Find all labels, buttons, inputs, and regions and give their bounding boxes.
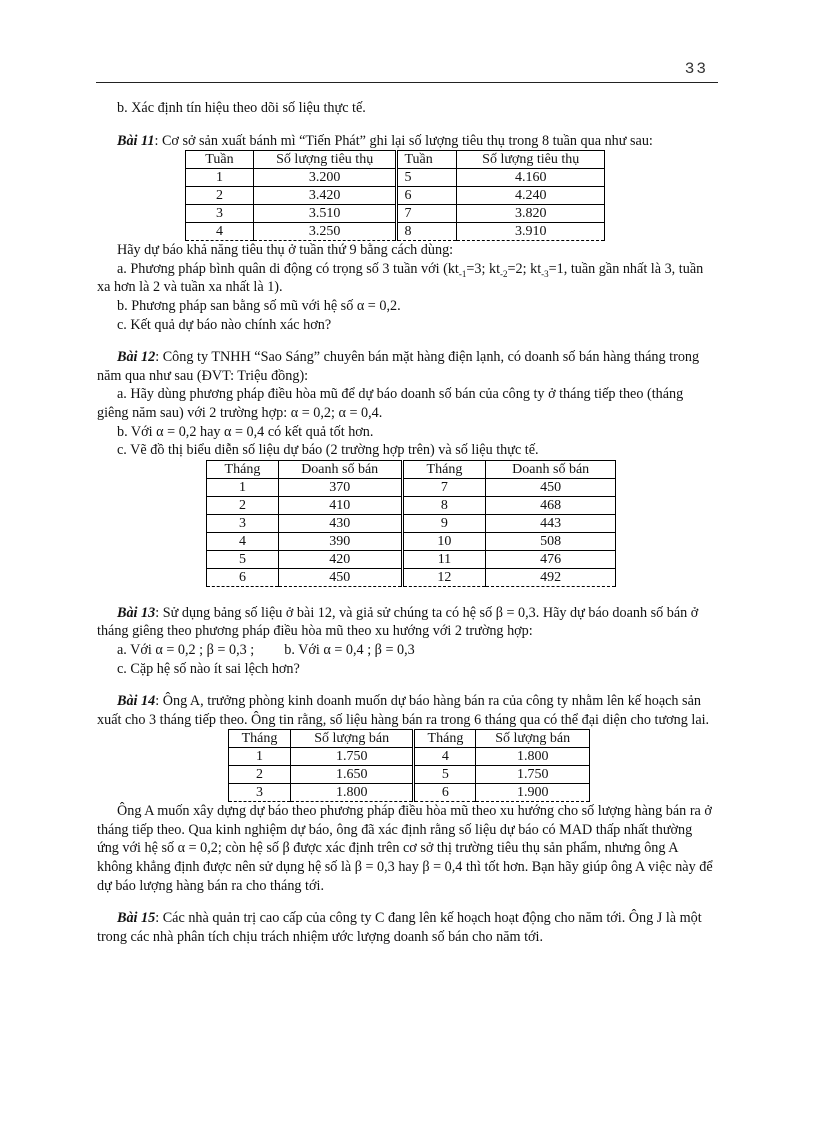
table-header-row	[186, 151, 605, 169]
table-cell: 1.750	[290, 748, 414, 766]
table-cell: 3	[186, 205, 254, 223]
page-number: 33	[684, 60, 708, 78]
table-header: Tháng	[402, 460, 486, 478]
table-cell: 3.200	[253, 169, 397, 187]
table-cell: 6	[397, 187, 457, 205]
bai13-item-ab: a. Với α = 0,2 ; β = 0,3 ; b. Với α = 0,4 ; β = 0,3	[117, 641, 415, 658]
table-row	[229, 748, 590, 766]
table-cell: 12	[402, 568, 486, 586]
bai12-item-a: a. Hãy dùng phương pháp điều hòa mũ để dự báo doanh số bán của công ty ở tháng tiếp theo (tháng giêng năm sau) với 2 trường hợp: α = 0,2; α = 0,4.	[97, 386, 684, 421]
header-rule	[96, 82, 718, 83]
table-header: Số lượng tiêu thụ	[253, 151, 397, 169]
table-row	[207, 568, 616, 586]
table-cell: 3.420	[253, 187, 397, 205]
bai14-body: Ông A muốn xây dựng dự báo theo phương pháp điều hòa mũ theo xu hướng cho số lượng hàng bán ra ở tháng tiếp theo. Qua kinh nghiệm dự báo, ông đã xác định rằng số liệu dự báo có MAD thấp nhất thường ứng với hệ số α = 0,2; còn hệ số β được xác định trên cơ sở thị trường tiêu thụ sản phẩm, nhưng ông A không khẳng định được nên sử dụng hệ số là β = 0,3 hay β = 0,4 thì tốt hơn. Bạn hãy giúp ông A việc này để dự báo lượng hàng bán ra cho tháng tới.	[97, 803, 713, 894]
table-cell: 3	[229, 784, 291, 802]
bai11-question: Hãy dự báo khả năng tiêu thụ ở tuần thứ 9 bằng cách dùng:	[117, 242, 454, 259]
table-cell: 370	[278, 478, 402, 496]
table-row	[229, 766, 590, 784]
table-cell: 10	[402, 532, 486, 550]
table-row	[207, 478, 616, 496]
table-cell: 7	[397, 205, 457, 223]
top-line: b. Xác định tín hiệu theo dõi số liệu thực tế.	[117, 100, 366, 116]
bai13-intro: Bài 13: Sử dụng bảng số liệu ở bài 12, và giả sử chúng ta có hệ số β = 0,3. Hãy dự báo doanh số bán ở tháng giêng theo phương pháp điều hòa mũ theo xu hướng với 2 trường hợp:	[97, 604, 699, 640]
table-row	[207, 532, 616, 550]
table-header-row	[207, 460, 616, 478]
table-cell: 3.250	[253, 223, 397, 241]
table-cell: 9	[402, 514, 486, 532]
table-cell: 410	[278, 496, 402, 514]
table-header: Tháng	[207, 460, 279, 478]
table-cell: 430	[278, 514, 402, 532]
table-cell: 5	[397, 169, 457, 187]
table-header: Số lượng bán	[476, 730, 590, 748]
bai11-intro: Bài 11: Cơ sở sản xuất bánh mì “Tiến Phát” ghi lại số lượng tiêu thụ trong 8 tuần qua như sau:	[117, 132, 653, 149]
table-cell: 450	[278, 568, 402, 586]
page-content	[97, 99, 716, 946]
bai14-label: Bài 14	[117, 693, 156, 710]
bai14-intro: Bài 14: Ông A, trưởng phòng kinh doanh muốn dự báo hàng bán ra của công ty nhằm lên kế hoạch sản xuất cho 3 tháng tiếp theo. Ông tin rằng, số liệu hàng bán ra trong 6 tháng qua có thể đại diện cho tương lai.	[97, 693, 710, 728]
table-cell: 11	[402, 550, 486, 568]
table-cell: 1	[229, 748, 291, 766]
table-row	[186, 205, 605, 223]
table-cell: 6	[207, 568, 279, 586]
table-cell: 476	[486, 550, 616, 568]
table-row	[229, 784, 590, 802]
bai12-item-b: b. Với α = 0,2 hay α = 0,4 có kết quả tốt hơn.	[117, 423, 374, 440]
table-cell: 8	[402, 496, 486, 514]
table-row	[186, 223, 605, 241]
table-cell: 6	[414, 784, 476, 802]
table-cell: 8	[397, 223, 457, 241]
table-cell: 492	[486, 568, 616, 586]
table-cell: 2	[229, 766, 291, 784]
bai12-table	[206, 460, 616, 587]
table-row	[207, 550, 616, 568]
table-cell: 3.910	[457, 223, 605, 241]
table-row	[186, 169, 605, 187]
bai15-intro: Bài 15: Các nhà quản trị cao cấp của công ty C đang lên kế hoạch hoạt động cho năm tới. Ông J là một trong các nhà phân tích chịu trách nhiệm ước lượng doanh số bán cho năm tới.	[97, 910, 702, 945]
table-header: Số lượng tiêu thụ	[457, 151, 605, 169]
bai12-intro: Bài 12: Công ty TNHH “Sao Sáng” chuyên bán mặt hàng điện lạnh, có doanh số bán hàng tháng trong năm qua như sau (ĐVT: Triệu đồng):	[97, 349, 700, 384]
table-cell: 1.900	[476, 784, 590, 802]
table-header: Tuần	[397, 151, 457, 169]
bai13-item-c: c. Cặp hệ số nào ít sai lệch hơn?	[117, 660, 300, 677]
table-cell: 3	[207, 514, 279, 532]
table-row	[207, 514, 616, 532]
table-cell: 2	[186, 187, 254, 205]
bai11-item-a: a. Phương pháp bình quân di động có trọng số 3 tuần với ($kt_{-1}=3$; $kt_{-2}=2$; $kt_{-3}=1$, tuần gần nhất là 3, tuần xa hơn là 2 và tuần xa nhất là 1).	[97, 260, 704, 296]
table-cell: 1.650	[290, 766, 414, 784]
table-cell: 468	[486, 496, 616, 514]
table-cell: 2	[207, 496, 279, 514]
table-cell: 390	[278, 532, 402, 550]
bai11-item-b: b. Phương pháp san bằng số mũ với hệ số α = 0,2.	[117, 297, 401, 314]
table-cell: 420	[278, 550, 402, 568]
table-cell: 7	[402, 478, 486, 496]
table-cell: 1.800	[476, 748, 590, 766]
table-row	[186, 187, 605, 205]
table-header: Doanh số bán	[278, 460, 402, 478]
table-cell: 1	[207, 478, 279, 496]
bai11-label: Bài 11	[117, 132, 155, 149]
table-cell: 443	[486, 514, 616, 532]
table-cell: 3.510	[253, 205, 397, 223]
table-header: Tháng	[414, 730, 476, 748]
table-cell: 1.800	[290, 784, 414, 802]
table-header: Doanh số bán	[486, 460, 616, 478]
table-cell: 4	[207, 532, 279, 550]
table-cell: 4.240	[457, 187, 605, 205]
table-cell: 1.750	[476, 766, 590, 784]
table-cell: 1	[186, 169, 254, 187]
table-header-row	[229, 730, 590, 748]
table-cell: 3.820	[457, 205, 605, 223]
table-cell: 508	[486, 532, 616, 550]
table-header: Số lượng bán	[290, 730, 414, 748]
table-row	[207, 496, 616, 514]
bai12-item-c: c. Vẽ đồ thị biểu diễn số liệu dự báo (2 trường hợp trên) và số liệu thực tế.	[117, 442, 539, 459]
table-cell: 4	[414, 748, 476, 766]
table-cell: 5	[414, 766, 476, 784]
bai12-label: Bài 12	[117, 349, 156, 366]
table-header: Tháng	[229, 730, 291, 748]
table-cell: 450	[486, 478, 616, 496]
bai11-item-c: c. Kết quả dự báo nào chính xác hơn?	[117, 316, 332, 333]
table-cell: 4	[186, 223, 254, 241]
bai11-table	[185, 150, 605, 241]
bai15-label: Bài 15	[117, 910, 156, 927]
bai14-table	[228, 729, 590, 802]
table-cell: 4.160	[457, 169, 605, 187]
table-cell: 5	[207, 550, 279, 568]
bai13-label: Bài 13	[117, 604, 156, 621]
table-header: Tuần	[186, 151, 254, 169]
